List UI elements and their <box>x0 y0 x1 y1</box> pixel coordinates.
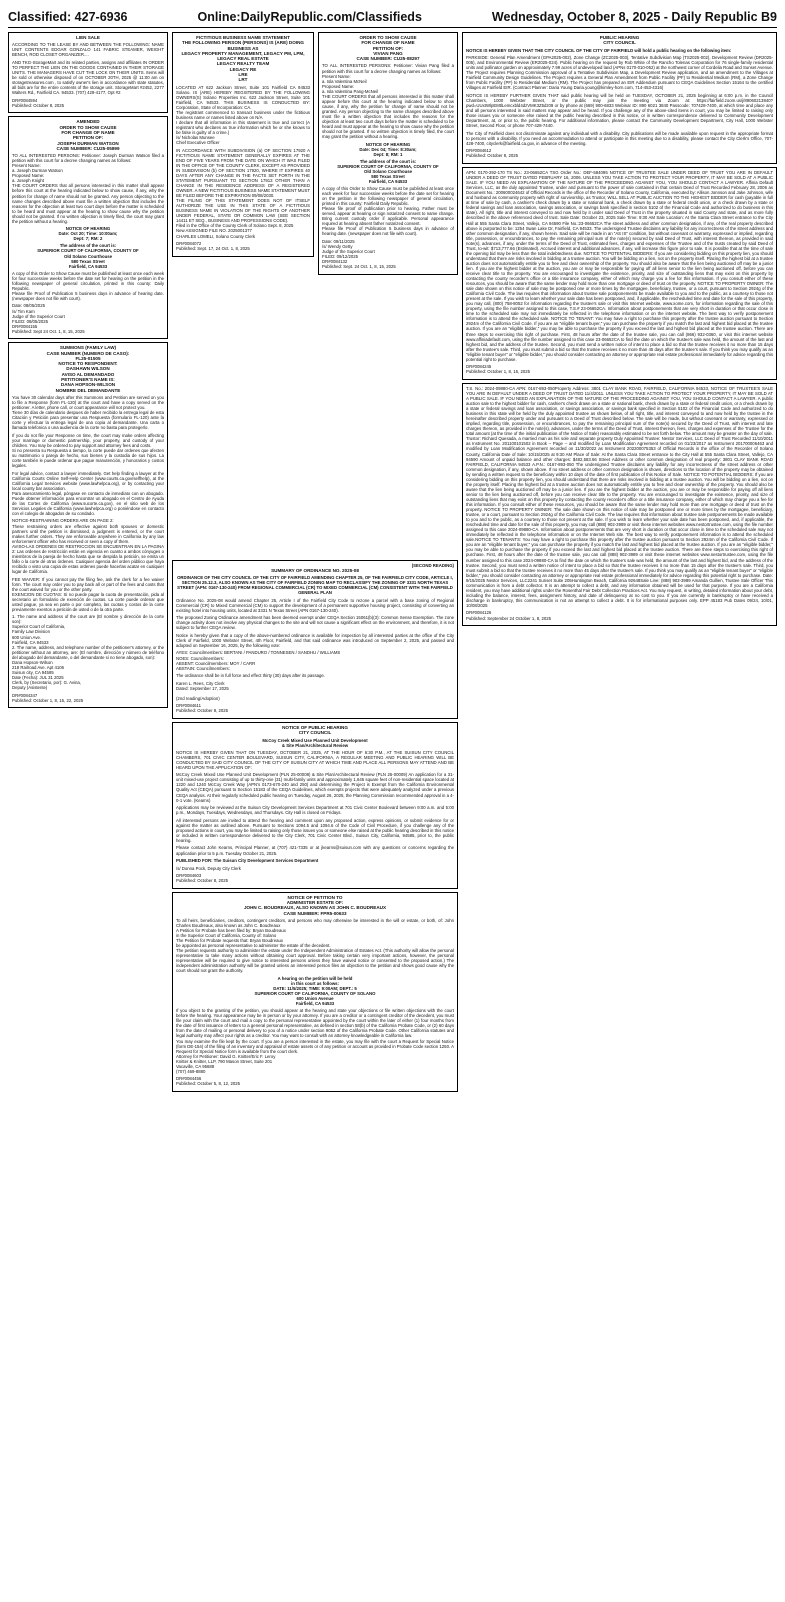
lien-sale-notice <box>8 32 168 113</box>
column-4 <box>462 32 777 1594</box>
notice-footer: DR#0084072 Published: Sept. 17, 24 Oct. 1, 8, 2025 <box>176 241 250 252</box>
notice-text: A copy of this Order to Show Cause must be published at least once each week for four successive weeks before the date set for hearing on the petition in the following newspaper of general circulation, printed in this county: Fairfield Daily Republic. Please file proof of publication prior to hearing. Father must be served, appear at hearing or sign notarized consent to name change. Bring current custody order if applicable. Personal appearance required at hearing absent father notarized consent. Please file Proof of Publication 5 business days in advance of hearing date. (newspaper does not file with court). <box>322 186 454 237</box>
notice-footer: DR#0084245 Published: October 1, 8, 15, 2025 <box>466 364 531 375</box>
notice-text: NOTICE-RESTRAINING ORDERS ARE ON PAGE 2: These restraining orders are effective against both spouses or domestic partners until the petition is dismissed, a judgment is entered, or the court makes further orders. They are enforceable anywhere in California by any law enforcement officer who has received or seen a copy of them. AVISO-LAS ORDENES DE RESTRICCION SE ENCUENTRAN EN LA PAGINA 2: Las ordenes de restricción están en vigencia en cuanto a ambos cónyuges o miembros de la pareja de hecho hasta que se despida la petición, se emita un fallo o la corte dé otras órdenes. Cualquier agencia del orden público que haya recibido o visto una copia de estas ordenes puede hacerlas acatar en cualquier lugar de California. <box>12 518 164 574</box>
notice-text: Applications may be reviewed at the Suisun City Development Services Department at 701 Civic Center Boulevard between 9:00 a.m. and 5:00 p.m., Mondays, Tuesdays, Wednesdays, and Thursdays. City Hall is closed on Fridays. <box>176 805 454 816</box>
court-address: The address of the court is: SUPERIOR COURT OF CALIFORNIA, COUNTY OF Old Solano Courthouse 580 Texas Street Fairfield, CA 94533 <box>337 158 439 185</box>
name-change-notice <box>318 32 458 275</box>
signature-block: /s/ Donna Pock, Deputy City Clerk <box>176 865 241 871</box>
hearing-info: NOTICE OF HEARING Date: Oct 20; Time: 10:00am; Dept: 7; RM: 2 <box>58 226 118 242</box>
notice-text: TO ALL INTERESTED PERSONS: Petitioner: Joseph Durman Watson filed a petition with this court for a decree changing names as follows: Present Name: a. Joseph Durman Watson Proposed Name: a. Joseph Knight THE COURT ORDERS that all persons interested in this matter shall appear before this court at the hearing indicated below to show cause, if any, why the petition for change of name should not be granted. Any person objecting to the name changes described above must file a written objection that includes the reasons for the objection at least two court days before the matter is scheduled to be heard and must appear at the hearing to show cause why the petition should not be granted. If no written objection is timely filed, the court may grant the petition without a hearing. <box>12 153 164 224</box>
notice-text: ACCORDING TO THE LEASE BY AND BETWEEN THE FOLLOWING: NAME UNIT CONTENTS EDGAR GONZALO 141 FABRIC STEAMER, WEIGHT BENCH, ROD CLOSET ORGANIZER.... <box>12 42 164 58</box>
column-1 <box>8 32 168 1594</box>
reading-tag: (SECOND READING) <box>411 563 454 568</box>
notice-text: If you do not file your Response on time, the court may make orders affecting your marriage or domestic partnership, your property, and custody of your children. You may be ordered to pay support and attorney fees and costs. Si no presenta su Respuesta a tiempo, la corte puede dar ordenes que afecten su matrimonio o pareja de hecho, sus bienes y la custodia de sus hijos. La corte también le puede ordenar que pague manutención, y honorarios y costos legales. <box>12 432 164 469</box>
notice-footer: DR#0084126 Published: September 24 October 1, 8, 2025 <box>466 610 552 621</box>
notice-footer: DR#0084456 Published: October 5, 8, 12, 2025 <box>176 1076 241 1087</box>
notice-text: AND TKG-StorageMart and its related parties, assigns and affiliates IN ORDER TO PERFECT THE LIEN ON THE GOODS CONTAINED IN THEIR STORAGE UNITS. THE MANAGERS HAVE CUT THE LOCK ON THEIR UNITS. Items will be sold or otherwise disposed of on OCTOBER 20TH, 2025 @ 11:00 am on storagetreasures.com , to satisfy owner's lien in accordance with state statutes, all bids are for the entire contents of the storage unit. StorageMart #2452, 2277 Walters Rd., Fairfield CA. 94533. (707) 429-4177, Opt #2 <box>12 59 164 96</box>
masthead-date: Wednesday, October 8, 2025 - Daily Republic B9 <box>491 9 777 24</box>
notice-text: APN: 0170-292-170 TS No.: 23-06652CA TSG Order No.: DEF-584095 NOTICE OF TRUSTEE SALE UNDER DEED OF TRUST YOU ARE IN DEFAULT UNDER A DEED OF TRUST DATED FEBRUARY 16, 2006. UNLESS YOU TAKE ACTION TO PROTECT YOUR PROPERTY, IT MAY BE SOLD AT A PUBLIC SALE. IF YOU NEED AN EXPLANATION OF THE NATURE OF THE PROCEEDING AGAINST YOU, YOU SHOULD CONTACT A LAWYER. Affinia Default Services, LLC, as the duly appointed Trustee, under and pursuant to the power of sale contained in that certain Deed of Trust Recorded February 28, 2006 as Document No.: 200600024642 of Official Records in the office of the Recorder of Solano County, California, executed by: Allison Jonnson and Jake Johnson, wife and husband as community property with right of survivorship, as Trustor, WILL SELL AT PUBLIC AUCTION TO THE HIGHEST BIDDER for cash (payable in full at time of sale by cash, a cashier's check drawn by a state or national bank, a check drawn by a state or federal credit union, or a check drawn by a state or federal savings and loan association, savings association, or savings bank specified in section 5102 of the Financial Code and authorized to do business in this state). All right, title and interest conveyed to and now held by it under said Deed of Trust in the property situated in said County and state, and as more fully described in the above referenced deed of trust. Sale Date: October 23, 2025 Sale Time: 9:30 AM Sale Location: At the Santa Clara Street entrance to the City Hall at 555 Santa Clara Street, Vallejo, CA 94590 File No.:23-06652CA The street address and other common designation, if any, of the real property described above is purported to be: 1254 Swan Lake Dr, Fairfield, CA 94533. The undersigned Trustee disclaims any liability for any incorrectness of the street address and other common designation, if any, shown herein. Said sale will be made in an "AS IS" condition, but without covenant or warranty, expressed or implied, regarding title, possession, or encumbrances, to pay the remaining principal sum of the note(s) secured by said Deed of Trust, with interest thereon, as provided in said note(s), advances, if any, under the terms of the Deed of Trust, estimated fees, charges and expenses of the Trustee and of the trusts created by said Deed of Trust, to-wit: $713,777.66 (Estimated). Accrued interest and additional advances, if any, will increase this figure prior to sale. It is possible that at the time of sale the opening bid may be less than the total indebtedness due. NOTICE TO POTENTIAL BIDDERS: If you are considering bidding on this property lien, you should understand that there are risks involved in bidding at a trustee auction. You will be bidding on a lien, not on the property itself. Placing the highest bid at a trustee auction does not automatically entitle you to free and clear ownership of the property. You should also be aware that the lien being auctioned off may be a junior lien. If you are the highest bidder at the auction, you are or may be responsible for paying off all liens senior to the lien being auctioned off, before you can receive clear title to the property. You are encouraged to investigate the existence, priority, and size of outstanding liens that may exist on this property by contacting the county recorder's office or a title insurance company, either of which may charge you a fee for this information. If you consult either of these resources, you should be aware that the same lender may hold more than one mortgage or deed of trust on the property. NOTICE TO PROPERTY OWNER: The sale date shown on this notice of sale may be postponed one or more times by the mortgagee, beneficiary, trustee, or a court, pursuant to Section 2924g of the California Civil Code. The law requires that information about trustee sale postponements be made available to you and to the public, as a courtesy to those not present at the sale. If you wish to learn whether your sale date has been postponed, and, if applicable, the rescheduled time and date for the sale of this property, you may call, (800) 758-8052 for information regarding the trustee's sale or visit this Internet website, www.xome.com, for information regarding the sale of this property, using the file number assigned to this case, T.S.# 23-06652CA. Information about postponements that are very short in duration or that occur close in time to the scheduled sale may not immediately be reflected in the telephone information or on the internet website. The best way to verify postponement information is to attend the scheduled sale. NOTICE TO TENANT: You may have a right to purchase this property after the trustee auction pursuant to Section 2924m of the California Civil Code. If you are an "eligible tenant buyer," you can purchase the property if you match the last and highest bid placed at the trustee auction. If you are an "eligible bidder," you may be able to purchase the property if you exceed the last and highest bid placed at the trustee auction. There are three steps to exercising this right of purchase. First, 48 hours after the date of the trustee sale, you can call (866) 932-0360, or visit this internet website www.affiniadefault.com, using the file number assigned to this case 23-06652CA to find the date on which the trustee's sale was held, the amount of the last and highest bid, and the address of the trustee. Second, you must send a written notice of intent to place a bid so that the trustee receives it no more than 15 days after the trustee's sale. Third, you must submit a bid so that the trustee receives it no more than 45 days after the trustee's sale. If you think you may qualify as an "eligible tenant buyer" or "eligible bidder," you should consider contacting an attorney or appropriate real estate professional immediately for advice regarding this potential right to purchase. <box>466 170 773 362</box>
notice-title: PUBLIC HEARING CITY COUNCIL <box>599 35 640 46</box>
notice-text: Ordinance No. 2025-08 would amend Chapter 25, Article I of the Fairfield City Code to rezone a parcel with a base zoning of Regional Commercial (CR) to Mixed Commercial (CM) to support the development of a permanent supportive housing project, consisting of converting an existing hotel into housing units, located at 3331 N Texas Street (APN 0167-130-240). <box>176 597 454 613</box>
notice-text: The City of Fairfield does not discriminate against any individual with a disability. City publications will be made available upon request in the appropriate format to persons with a disability. If you need an accommodation to attend or participate in this meeting due to a disability, please contact the City Clerk's Office, 707-428-7400, cityclerk@fairfield.ca.gov, in advance of the meeting. <box>466 130 773 146</box>
notice-title: AMENDED ORDER TO SHOW CAUSE FOR CHANGE OF NAME PETITION OF: JOSEPH DURMAN WATSON CASE NUMBER: CU25-05899 <box>56 119 120 151</box>
notice-text: All interested persons are invited to attend the hearing and comment upon any proposed action, express opinions, or submit evidence for or against the matter as outlined above. Pursuant to Sections 1094.5 and 1094.6 of the Code of Civil Procedure, if you challenge any of the proposed actions in court, you may be limited to raising only those issues you or someone else raised at the public hearing described in this notice or included in written correspondence delivered to the City Clerk, 701 Civic Center Blvd., Suisun City, California, 94585, prior to, the public hearing. <box>176 817 454 843</box>
masthead-phone: Classified: 427-6936 <box>8 9 128 24</box>
notice-footer: DR#0084594 Published: October 8, 2025 <box>12 97 65 108</box>
notice-title: LIEN SALE <box>76 35 100 40</box>
notice-title: SUMMONS (FAMILY LAW) CASE NUMBER (NUMERO DE CASO): FL25-01505 NOTICE TO RESPONDENT: DASHAWN WILSON AVISO AL DEMANDADO PETITIONER'S NAME IS: DANA HOPSON-WILSON NOMBRE DEL DEMANDANTE <box>46 345 130 393</box>
fairfield-public-hearing-notice <box>462 32 777 164</box>
notice-footer: DR#0084612 Published: October 8, 2025 <box>466 148 519 159</box>
notice-text: PUBLISHED FOR: The Suisun City Development Services Department <box>176 858 319 864</box>
notice-footer: Date: 09/11/2025 /s/ Wendy Getty Judge of the Superior Court FILED: 09/12/2025 DR#0084132 Published: Sept. 24 Oct. 1, 8, 15, 2025 <box>322 239 396 270</box>
notice-title: FICTITIOUS BUSINESS NAME STATEMENT THE FOLLOWING PERSON (PERSONS) IS (ARE) DOING BUSINESS AS LEGACY PROPERTY MANAGEMENT, LEGACY PM, LPM, LEGACY REAL ESTATE LEGACY REALTY TEAM LEGACY RE LRE LRT <box>181 35 305 83</box>
notice-text: For legal advice, contact a lawyer immediately. Get help finding a lawyer at the California Courts Online Self-Help Center (www.courts.ca.gov/selfhelp), at the California Legal Services website (www.lawhelpca.org), or by contacting your local county bar association. Para asesoramiento legal, póngase en contacto de inmediato con un abogado. Puede obtener información para encontrar un abogado en el Centro de Ayuda de las Cortes de California (www.sucorte.ca.gov), en el sitio web de los Servicios Legales de California (www.lawhelpca.org) o poniéndose en contacto con el colegio de abogados de su condado. <box>12 470 164 516</box>
trustee-sale-notice-1 <box>462 167 777 380</box>
notice-footer: Date: 08/05/2025 /s/ Tim Kam Judge of the Superior Court FILED: 08/05/2025 DR#0084155 Published: Sept 24 Oct. 1, 8, 15, 2025 <box>12 303 85 334</box>
notice-text: TO ALL INTERESTED PERSONS: Petitioner: Vivian Pang filed a petition with this court for a decree changing names as follows: Present Name: a. Isla Valentina McNeil Proposed Name: a. Isla Valentina Pang-McNeil THE COURT ORDERS that all persons interested in this matter shall appear before this court at the hearing indicated below to show cause, if any, why the petition for change of name should not be granted. Any person objecting to the name changes described above must file a written objection that includes the reasons for the objection at least two court days before the matter is scheduled to be heard and must appear at the hearing to show cause why the petition should not be granted. If no written objection is timely filed, the court may grant the petition without a hearing. <box>322 63 454 140</box>
ordinance-summary-notice <box>172 560 458 719</box>
notice-text: A copy of this Order to Show Cause must be published at least once each week for four successive weeks before the date set for hearing on the petition in the following newspaper of general circulation, printed in this county: Daily Republic. Please file Proof of Publication 5 business days in advance of hearing date. (newspaper does not file with court). <box>12 270 164 301</box>
notice-text: NOTICE IS HEREBY GIVEN THAT ON TUESDAY, OCTOBER 21, 2025, AT THE HOUR OF 6:30 P.M., AT THE SUISUN CITY COUNCIL CHAMBERS, 701 CIVIC CENTER BOULEVARD, SUISUN CITY, CALIFORNIA, A REGULAR MEETING AND PUBLIC HEARING WILL BE CONDUCTED BY SAID CITY COUNCIL OF THE CITY OF SUISUN CITY AT WHICH TIME AND PLACE ALL PERSONS MAY ATTEND AND BE HEARD UPON THE APPLICATION OF: <box>176 749 454 770</box>
notice-title: NOTICE OF PETITION TO ADMINISTER ESTATE OF: JOHN C. BOUDREAUX, ALSO KNOWN AS JOHN C. BOUDREAUX CASE NUMBER: FPR5-00633 <box>243 894 387 916</box>
notice-subtitle: McCoy Creek Mixed Use Planned Unit Development & Site Plan/Architectural Review <box>262 737 368 748</box>
ordinance-subtitle: ORDINANCE OF THE CITY COUNCIL OF THE CITY OF FAIRFIELD AMENDING CHAPTER 25, OF THE FAIRFIELD CITY CODE, ARTICLE I, SECTION 25.12.3, ALSO KNOWN AS THE CITY OF FAIRFIELD ZONING MAP TO RECLASSIFY THE ZONING OF 3331 NORTH TEXAS STREET (APN: 0167-130-240) FROM REGIONAL COMMERCIAL (CR) TO MIXED COMMERCIAL (CM) CONSISTENT WITH THE FAIRFIELD GENERAL PLAN <box>177 575 453 596</box>
notice-text: PARKSIDE: General Plan Amendment (GPA2025-002), Zone Change (ZC2025-003), Tentative Subdivision Map (TS2025-002), Development Review (DR2025-005), and Environmental Review (ER2025-024). Public hearing on the request by Rob White of the Rancho Tolenas Corporation for 76 single-family residential units and pollinator garden on approximately 7.99 acres of undeveloped land (APNs 0170-010-052) at the northwest corner of Cordelia Road and Sunset Avenue. The Project requires Planning Commission approval of a Tentative Subdivision Map, a Development Review application, and an amendment to the Villages at Fairfield Community Design Guidelines. The Project requires a General Plan Amendment from Public Facility (PF) to Residential Medium (RM), a Zone Change from Public Facility (PF) to Residential Medium (RM). The Project has prepared an EIR Addendum pursuant to CEQA Guidelines Section 15164 to the certified Villages at Fairfield EIR. (Contract Planner: Daria Young Daria.young@kimley-horn.com, 714-453-4316) <box>466 55 773 91</box>
masthead <box>8 6 777 28</box>
notice-title: NOTICE OF PUBLIC HEARING CITY COUNCIL <box>282 724 348 736</box>
notice-text: The proposed Zoning Ordinance amendment has been deemed exempt under CEQA Section 15061(b)(3): Common Sense Exemption. The zone change activity does not involve any physical changes to the site and will not cause a significant effect on the environment, and therefore, it is not subject to further CEQA review. <box>176 615 454 631</box>
notice-text: McCoy Creek Mixed Use Planned Unit Development (PLN 25-00008) & Site Plan/Architectural Review (PLN 25-00009) An application for a 31-unit mixed-use project consisting of up to thirty-one (31) multi-family units and approximately 1,645 square feet of non-residential space located at 1220 and 1240 McCoy Creek Way (APN's 0173-670-240 and 250) and determining the Project is Exempt from the California Environmental Quality Act (CEQA) pursuant to Section 15183 of the CEQA Guidelines, which exempts projects that were adequately analyzed under a previous CEQA analysis. At their regularly scheduled public hearing on Tuesday, August 26, 2025, the Planning Commission recommended approval in a 4-0-1 vote. (Kearns) <box>176 772 454 803</box>
vote-record: AYES: Councilmembers: BERTANI / PANDURO / TONNESEN / SANDHU / WILLIAMS NOES: Councilmembers: ABSENT: Councilmembers: MOY / CARR ABSTAIN: Councilmembers: <box>176 650 341 671</box>
notice-text: You have 30 calendar days after this Summons and Petition are served on you to file a Response (form FL-120) at the court and have a copy served on the petitioner. A letter, phone call, or court appearance will not protect you. Tiene 30 días de calendario despues de haber recibido la entrega legal de esta Citación y Petición para presentar una Respuesta (formulario FL-120) ante la corte y efectuar la entrega legal de una copia al demandante. Una carta o llamada telefonica o una audiencia de la corte no basta para protegerlo. <box>12 394 164 431</box>
notice-text: The ordinance shall be in full force and effect thirty (30) days after its passage. <box>176 673 325 679</box>
notice-footer: DR#0084603 Published: October 8, 2025 <box>176 873 229 884</box>
column-3 <box>318 32 458 557</box>
notice-footer: DR#0084347 Published: October 1, 8, 15, 22, 2025 <box>12 692 84 703</box>
notice-title: SUMMARY OF ORDINANCE NO. 2025-08 <box>271 568 359 574</box>
notice-text: LOCATED AT 622 Jackson Street, Suite 101 Fairfield CA 94533 Solano. IS (ARE) HEREBY REGISTERED BY THE FOLLOWING OWNERS(S) Solano Properties Inc. 622 Jackson Street, Suite 101 Fairfield, CA 94533. THIS BUSINESS IS CONDUCTED BY: Corporation, State of Incorporation: CA. The registrant commenced to transact business under the fictitious business name or names listed above on N/A I declare that all information in this statement is true and correct (A registrant who declares as true information which he or she knows to be false is guilty of a crime.) /s/ Nicholas Munsee Chief Executive Officer <box>176 84 310 146</box>
probate-petition-notice <box>172 892 458 1092</box>
fictitious-business-name-notice <box>172 32 314 257</box>
notice-text: IN ACCORDANCE WITH SUBDIVISION (a) OF SECTION 17920 A FICTITIOUS NAME STATEMENT GENERALLY EXPIRES AT THE END OF FIVE YEARS FROM THE DATE ON WHICH IT WAS FILED IN THE OFFICE OF THE COUNTY CLERK, EXCEPT AS PROVIDED IN SUBDIVISION (b) OF SECTION 17920, WHERE IT EXPIRES 40 DAYS AFTER ANY CHANGE IN THE FACTS SET FORTH IN THE STATEMENT PURSUANT TO SECTION 17913 OTHER THAN A CHANGE IN THE RESIDENCE ADDRESS OF A REGISTERED OWNER. A NEW FICTITIOUS BUSINESS NAME STATEMENT MUST BE FILED BEFORE THE EXPIRATION 09/08/2030. THE FILING OF THIS STATEMENT DOES NOT OF ITSELF AUTHORIZE THE USE IN THIS STATE OF A FICTITIOUS BUSINESS NAME IN VIOLATION OF THE RIGHTS OF ANOTHER UNDER FEDERAL, STATE OR COMMON LAW (SEE SECTION 14411 ET SEQ., BUSINESS AND PROFESSIONS CODE). Filed in the Office of the County Clerk of Solano Sept. 8, 2025 New ASSIGNED FILE NO. 2025001377 CHARLES LOMELI, Solano County Clerk <box>176 147 310 239</box>
notice-text: T.S. No.: 2024-09880-CA APN: 0167-893-050Property Address: 3801 CLAY BANK ROAD, FAIRFIELD, CALIFORNIA 94533, NOTICE OF TRUSTEE'S SALE YOU ARE IN DEFAULT UNDER A DEED OF TRUST DATED 11/4/2011. UNLESS YOU TAKE ACTION TO PROTECT YOUR PROPERTY, IT MAY BE SOLD AT A PUBLIC SALE. IF YOU NEED AN EXPLANATION OF THE NATURE OF THE PROCEEDING AGAINST YOU, YOU SHOULD CONTACT A LAWYER. A public auction sale to the highest bidder for cash, cashier's check drawn on a state or national bank, check drawn by a state or federal credit union, or a check drawn by a state or federal savings and loan association, or savings association, or savings bank specified in Section 5102 of the Financial Code and authorized to do business in this state will be held by the duly appointed trustee as shown below, of all right, title, and interest conveyed to and now held by the trustee in the hereinafter described property under and pursuant to a Deed of Trust described below. The sale will be made, but without covenant or warranty, expressed or implied, regarding title, possession, or encumbrances, to pay the remaining principal sum of the note(s) secured by the Deed of Trust, with interest and late charges thereon, as provided in the note(s), advances, under the terms of the Deed of Trust, interest thereon, fees, charges and expenses of the Trustee for the total amount (at the time of the initial publication of the Notice of Sale) reasonably estimated to be set forth below. The amount may be greater on the day of sale. Trustor: Richard Quesada, a married man as his sole and separate property Duly Appointed Trustee: Nestor Services, LLC Deed of Trust Recorded 11/10/2011 as Instrument No. 201100101502 in Book -- Page -- and modified by Loan Modification Agreement recorded on 01/23/2017 as Instrument 201700006463 and modified by Loan Modification Agreement recorded on 11/30/2022 as Instrument 202200075353 of Official Records in the office of the Recorder of Solano County, California Date of Sale: 10/15/2025 at 9:30 AM Place of Sale: At the Santa Clara Street entrance to the City Hall at 555 Santa Clara Street, Vallejo, CA 94590 Amount of unpaid balance and other charges: $482,583.66 Street Address or other common designation of real property: 3801 CLAY BANK ROAD FAIRFIELD, CALIFORNIA 94533 A.P.N.: 0167-893-050 The undersigned Trustee disclaims any liability for any incorrectness of the street address or other common designation, if any, shown above. If no street address or other common designation is shown, directions to the location of the property may be obtained by sending a written request to the beneficiary within 10 days of the date of first publication of this Notice of Sale. NOTICE TO POTENTIAL BIDDERS: If you are considering bidding on this property lien, you should understand that there are risks involved in bidding at a trustee auction. You will be bidding on a lien, not on the property itself. Placing the highest bid at a trustee auction does not automatically entitle you to free and clear ownership of the property. You should also be aware that the lien being auctioned off may be a junior lien. If you are the highest bidder at the auction, you are or may be responsible for paying off all liens senior to the lien being auctioned off, before you can receive clear title to the property. You are encouraged to investigate the existence, priority, and size of outstanding liens that may exist on this property by contacting the county recorder's office or a title insurance company, either of which may charge you a fee for this information. If you consult either of these resources, you should be aware that the same lender may hold more than one mortgage or deed of trust on the property. NOTICE TO PROPERTY OWNER: The sale date shown on this notice of sale may be postponed one or more times by the mortgagee, beneficiary, trustee, or a court, pursuant to Section 2924g of the California Civil Code. The law requires that information about trustee sale postponements be made available to you and to the public, as a courtesy to those not present at the sale. If you wish to learn whether your sale date has been postponed, and, if applicable, the rescheduled time and date for the sale of this property, you may call (888) 902-3989 or visit these internet websites www.nestortrustee.com, using the file number assigned to this case 2024-09880-CA. Information about postponements that are very short in duration or that occur close in time to the scheduled sale may not immediately be reflected in the telephone information or on the Internet Web site. The best way to verify postponement information is to attend the scheduled sale.NOTICE TO TENANTS: You may have a right to purchase this property after the trustee auction pursuant to Section 2924m of the California Civil Code. If you are an "eligible tenant buyer," you can purchase the property if you match the last and highest bid placed at the trustee auction. If you are an "eligible bidder," you may be able to purchase the property if you exceed the last and highest bid placed at the trustee auction. There are three steps to exercising this right of purchase. First, 48 hours after the date of the trustee sale, you can call (888) 902-3989 or visit these internet websites www.nestortrustee.com, using the file number assigned to this case 2024-09880-CA to find the date on which the trustee's sale was held, the amount of the last and highest bid, and the address of the trustee. Second, you must send a written notice of intent to place a bid so that the trustee receives it no more than 15 days after the trustee's sale. Third, you must submit a bid so that the trustee receives it no more than 45 days after the trustee's sale. If you think you may qualify as an "eligible tenant buyer" or "eligible bidder," you should consider contacting an attorney or appropriate real estate professional immediately for advice regarding this potential right to purchase. Date: 9/15/2025 Nestor Services, LLC2241 Sunset Suite 205Huntington Beach, California 92648Sale Line: (888) 902-3989 Amanda Gullien, Trustee Sale Officer This communication is from a debt collector. It is an attempt to collect a debt, and any information obtained will be used for that purpose. If you are a California resident, you may have additional rights under the Rosenthal Fair Debt Collection Practices Act. You may request, in writing, detailed information about your debt, including the balance, interest, fees, assignment history, and date of delinquency at no cost to you. If you are currently in bankruptcy or have received a discharge in bankruptcy, this communication is not an attempt to collect a debt. It is for informational purposes only. EPP 45183 Pub Dates 09/24, 10/01, 10/08/2025 <box>466 385 773 608</box>
amended-name-change-notice <box>8 116 168 339</box>
notice-text: FEE WAIVER: If you cannot pay the filing fee, ask the clerk for a fee waiver form. The court may order you to pay back all or part of the fees and costs that the court waived for you or the other party. EXENCION DE CUOTAS: Si no puede pagar la cuota de presentación, pida al secretario un formulario de exención de cuotas. La corte puede ordenar que usted pague, ya sea en parte o por completo, las cuotas y costos de la corte previamente exentos a petición de usted o de la otra parte. <box>12 576 164 612</box>
trustee-sale-notice-2 <box>462 383 777 626</box>
summons-notice <box>8 342 168 708</box>
hearing-info: NOTICE OF HEARING Date: Dec 04; Time: 8:30am; Dept: 8; RM: 1 <box>359 141 417 157</box>
notice-text: Please contact John Kearns, Principal Planner, at (707) 421-7335 or at jkearns@suisun.com with any questions or concerns regarding the application prior to 5 p.m. Tuesday October 21, 2025. <box>176 845 454 856</box>
notice-text: NOTICE IS HEREBY GIVEN THAT THE CITY COUNCIL OF THE CITY OF FAIRFIELD will hold a public hearing on the following item: <box>466 47 732 53</box>
notice-text: NOTICE IS HEREBY FURTHER GIVEN THAT said public hearing will be held on TUESDAY, OCTOBER 21, 2025 beginning at 6:00 p.m. in the Council Chambers, 1000 Webster Street, or the public may join the meeting via Zoom at: https://fairfield.zoom.us/j/89060213840?pwd=UUxtWlpEMtlLemcxbld4dzVMK3Z5dz09 or by phone at (669) 900-6833 Webinar ID: 890 6021 3840 Passcode: 707428-7400, at which time and place any and all persons interested in said matters may appear and be heard. If you challenge any of the above-cited items in court, you may be limited to raising only those issues you or someone else raised at the public hearing described in this notice, or in written correspondence delivered to Community Development Department, at, or prior to, the public hearing. For additional information, please contact the Community Development Department, City Hall, 1000 Webster Street, Second Floor, or phone 707-428-7440. <box>466 92 773 129</box>
notice-text: Notice is hereby given that a copy of the above-numbered ordinance is available for inspection by all interested parties at the office of the City Clerk of Fairfield, 1000 Webster Street, 4th Floor, Fairfield, and that said ordinance was introduced on September 2, 2025, and passed and adopted on September 16, 2025, by the following vote: <box>176 632 454 648</box>
masthead-website[interactable]: Online:DailyRepublic.com/Classifieds <box>197 9 422 24</box>
suisun-public-hearing-notice <box>172 722 458 889</box>
hearing-info: A hearing on the petition will be held in this court as follows: DATE: 11/5/2025; TIME: 9:00AM; DEPT.: 5 SUPERIOR COURT OF CALIFORNIA, COUNTY OF SOLANO 600 Union Avenue Fairfield, CA 94533 <box>254 975 376 1007</box>
notice-text: 1. The name and address of the court are (El nombre y dirección de la corte son): Superior Court of California, Family Law Division 600 Union Ave. Fairfield, CA 94533 2. The name, address, and telephone number of the petitioner's attorney, or the petitioner without an attorney, are: (El nombre, dirección y número de teléfono del abogado del demandante, o del demandante si no tiene abogado, son): Dana Hopson-Wilson 218 Railroad Ave. Apt 4106 Suisun city, CA 94585 Date (Fecha): JUL 31 2025 Clerk, by (Secretario, por): G. Avina, Deputy (Asistente) <box>12 614 164 690</box>
notice-text: To all heirs, beneficiaries, creditors, contingent creditors, and persons who may otherwise be interested in the will or estate, or both, of: John Charles Boudreaux, also known as John C. Boudreaux A Petition for Probate has been filed by: Bryan Boudreaux in the Superior Court of California, County of: Solano The Petition for Probate requests that: Bryan Boudreaux be appointed as personal representative to administer the estate of the decedent. The petition requests authority to administer the estate under the Independent Administration of Estates Act. (This authority will allow the personal representative to take many actions without obtaining court approval. Before taking certain very important actions, however, the personal representative will be required to give notice to interested persons unless they have waived notice or consented to the proposed action.) The independent administration authority will be granted unless an interested person files an objection to the petition and shows good cause why the court should not grant the authority. <box>176 917 454 974</box>
notice-footer: DR#0084611 Published: October 8, 2025 <box>176 703 229 714</box>
signature-block: Karen L. Rees, City Clerk Dated: September 17, 2025 (2nd reading/Adoption) <box>176 680 229 701</box>
notice-title: ORDER TO SHOW CAUSE FOR CHANGE OF NAME PETITION OF: VIVIAN PANG CASE NUMBER: CU25-08297 <box>356 35 420 62</box>
notice-text: If you object to the granting of the petition, you should appear at the hearing and state your objections or file written objections with the court before the hearing. Your appearance may be in person or by your attorney. If you are a creditor or a contingent creditor of the decedent, you must file your claim with the court and mail a copy to the personal representative appointed by the court within the later of either (1) four months from the date of first issuance of letters to a general personal representative, as defined in section 58(b) of the California Probate Code, or (2) 60 days from the date of mailing or personal delivery to you of a notice under section 9052 of the California Probate Code. Other California statutes and legal authority may affect your rights as a creditor. You may want to consult with an attorney knowledgeable in California law. You may examine the file kept by the court. If you are a person interested in the estate, you may file with the court a Request for Special Notice (form DE-154) of the filing of an inventory and appraisal of estate assets or of any petition or account as provided in Probate Code section 1250. A Request for Special Notice form is available from the court clerk. Attorney for Petitioner: David G. Knitter/Eric F. Leroy Knitter & Knitter, LLP, 790 Mason Street, Suite 201 Vacaville, CA 95688 (707) 469-8880 <box>176 1008 454 1074</box>
wide-column <box>172 560 458 1594</box>
column-2 <box>172 32 314 557</box>
court-address: The address of the court is: SUPERIOR COURT OF CALIFORNIA, COUNTY OF Old Solano Courthouse 580 Texas Street Fairfield, CA 94533 <box>37 243 139 269</box>
